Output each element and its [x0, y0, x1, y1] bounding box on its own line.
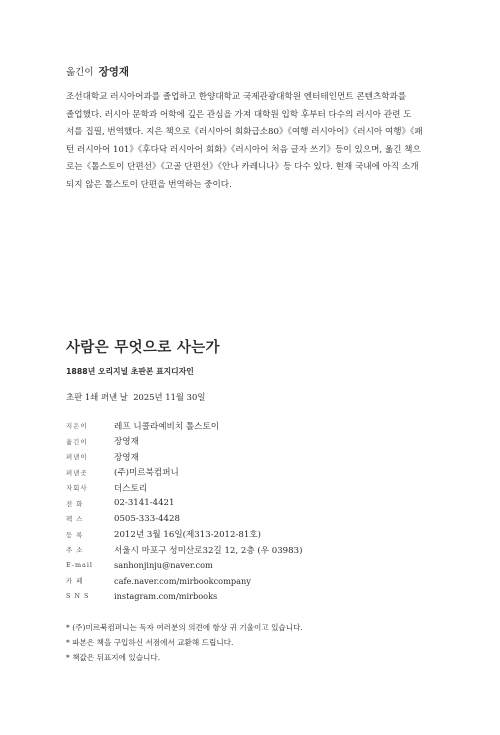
credit-value: (주)미르북컴퍼니 — [114, 468, 179, 479]
credit-value: instagram.com/mirbooks — [114, 591, 218, 602]
bio-line: 턴 러시아어 101》《후다닥 러시아어 회화》《러시아어 처음 글자 쓰기》등이 있으며, 옮긴 책으 — [66, 144, 421, 155]
credit-value: sanhonjinju@naver.com — [114, 560, 213, 571]
credit-label: 카 페 — [66, 577, 84, 586]
credit-value: 레프 니콜라예비치 톨스토이 — [114, 421, 220, 432]
credit-row — [66, 418, 302, 434]
credit-label: 지은이 — [66, 422, 88, 431]
note-line: * 파본은 책을 구입하신 서점에서 교환해 드립니다. — [66, 638, 234, 647]
credits-table — [66, 418, 302, 604]
note-line: * 책값은 뒤표지에 있습니다. — [66, 653, 161, 662]
translator-heading — [66, 64, 446, 79]
bio-line: 되지 않은 톨스토이 단편을 번역하는 중이다. — [66, 179, 232, 190]
credit-value: 서울시 마포구 성미산로32길 12, 2층 (우 03983) — [114, 545, 303, 556]
credit-label: 팩 스 — [66, 515, 84, 524]
credit-row — [66, 465, 302, 481]
translator-section — [66, 64, 446, 194]
edition-date: 2025년 11월 30일 — [133, 392, 206, 402]
credit-label: 자회사 — [66, 484, 88, 493]
credit-row — [66, 589, 302, 605]
notes — [66, 620, 446, 665]
credit-value: cafe.naver.com/mirbookcompany — [114, 575, 251, 586]
edition-label: 초판 1쇄 펴낸 날 — [66, 392, 128, 402]
translator-name: 장영재 — [98, 66, 129, 78]
book-subtitle: 1888년 오리지널 초판본 표지디자인 — [66, 367, 194, 376]
credit-row — [66, 542, 302, 558]
credit-label: 전 화 — [66, 499, 84, 508]
credit-value: 2012년 3월 16일(제313-2012-81호) — [114, 530, 261, 541]
credit-row — [66, 573, 302, 589]
credit-value: 장영재 — [114, 452, 139, 463]
credit-label: 주 소 — [66, 546, 84, 555]
credit-value: 0505-333-4428 — [114, 513, 180, 524]
bio-line: 로는《톨스토이 단편선》《고골 단편선》《안나 카레니나》등 다수 있다. 현재 국내에 아직 소개 — [66, 162, 419, 172]
credit-label: S N S — [66, 592, 90, 601]
bio-line: 졸업했다. 러시아 문학과 어학에 깊은 관심을 가져 대학원 입학 후부터 다수의 러시아 관련 도 — [66, 109, 412, 120]
credit-value: 02-3141-4421 — [114, 498, 175, 509]
credit-value: 더스토리 — [114, 483, 148, 494]
translator-bio — [66, 89, 446, 194]
credit-label: 등 록 — [66, 530, 84, 539]
edition-line — [66, 391, 446, 403]
credit-label: 옮긴이 — [66, 437, 88, 446]
credit-row — [66, 558, 302, 574]
book-title: 사람은 무엇으로 사는가 — [66, 340, 220, 356]
credit-row — [66, 527, 302, 543]
credit-row — [66, 434, 302, 450]
note-line: * (주)미르북컴퍼니는 독자 여러분의 의견에 항상 귀 기울이고 있습니다. — [66, 623, 303, 632]
credit-label: 펴낸곳 — [66, 468, 88, 477]
credit-label: E-mail — [66, 561, 93, 570]
bio-line: 서를 집필, 번역했다. 지은 책으로《러시아어 회화급소80》《여행 러시아어》《러시아 여행》《패 — [66, 127, 423, 137]
credit-row — [66, 449, 302, 465]
credit-row — [66, 496, 302, 512]
credit-row — [66, 480, 302, 496]
translator-role-label: 옮긴이 — [66, 67, 94, 78]
credit-row — [66, 511, 302, 527]
colophon-section — [66, 336, 446, 665]
credit-value: 장영재 — [114, 437, 139, 448]
bio-line: 조선대학교 러시아어과를 졸업하고 한양대학교 국제관광대학원 엔터테인먼트 콘텐츠학과를 — [66, 92, 407, 102]
credit-label: 펴낸이 — [66, 453, 88, 462]
